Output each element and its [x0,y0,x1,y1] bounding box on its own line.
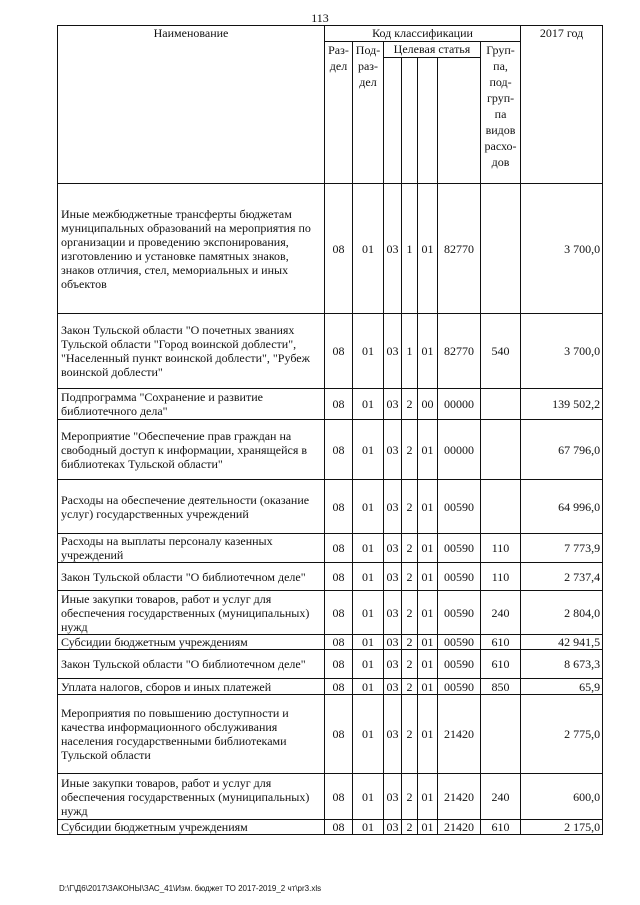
table-row [58,480,603,534]
row-expense-group [481,480,521,534]
row-target-activity: 01 [418,480,438,534]
row-target-program: 03 [384,389,402,420]
row-razdel: 08 [325,420,353,480]
row-target-direction: 21420 [438,774,481,820]
row-target-subprogram: 2 [402,389,418,420]
row-expense-group: 240 [481,774,521,820]
row-podrazdel: 01 [353,314,384,389]
row-target-subprogram: 2 [402,480,418,534]
table-row [58,534,603,563]
table-row [58,563,603,591]
row-amount: 2 775,0 [521,695,603,774]
row-target-activity: 01 [418,314,438,389]
row-target-subprogram: 2 [402,591,418,635]
page-number: 113 [311,11,329,25]
row-target-program: 03 [384,695,402,774]
row-podrazdel: 01 [353,820,384,835]
row-target-program: 03 [384,635,402,650]
row-razdel: 08 [325,184,353,314]
row-razdel: 08 [325,480,353,534]
table-row [58,695,603,774]
row-target-program: 03 [384,534,402,563]
row-target-direction: 00590 [438,591,481,635]
row-amount: 2 737,4 [521,563,603,591]
budget-table [57,25,603,835]
row-target-program: 03 [384,184,402,314]
row-expense-group: 110 [481,534,521,563]
row-expense-group [481,389,521,420]
table-row [58,635,603,650]
header-code-group: Код классификации [325,26,521,42]
row-name: Иные закупки товаров, работ и услуг для обеспечения государственных (муниципальных) нужд [58,591,325,635]
header-group: Груп-па, под-груп-па видов расхо-дов [481,42,521,184]
row-razdel: 08 [325,563,353,591]
row-target-subprogram: 2 [402,774,418,820]
row-target-activity: 01 [418,774,438,820]
row-amount: 3 700,0 [521,314,603,389]
row-name: Расходы на обеспечение деятельности (оказание услуг) государственных учреждений [58,480,325,534]
row-target-direction: 00590 [438,480,481,534]
row-razdel: 08 [325,650,353,679]
row-target-direction: 00590 [438,679,481,695]
header-target-sub1 [384,58,402,184]
table-row [58,420,603,480]
row-razdel: 08 [325,591,353,635]
row-target-activity: 01 [418,591,438,635]
row-expense-group [481,184,521,314]
row-target-program: 03 [384,420,402,480]
row-target-direction: 00590 [438,563,481,591]
header-target-sub2 [402,58,418,184]
row-target-subprogram: 2 [402,420,418,480]
row-razdel: 08 [325,314,353,389]
row-target-subprogram: 1 [402,314,418,389]
row-podrazdel: 01 [353,184,384,314]
row-podrazdel: 01 [353,650,384,679]
header-target-sub4 [438,58,481,184]
row-razdel: 08 [325,695,353,774]
header-year: 2017 год [521,26,603,184]
row-amount: 65,9 [521,679,603,695]
row-name: Субсидии бюджетным учреждениям [58,635,325,650]
header-section: Раз-дел [325,42,353,184]
row-target-direction: 21420 [438,820,481,835]
row-expense-group: 850 [481,679,521,695]
row-target-direction: 00590 [438,650,481,679]
row-name: Субсидии бюджетным учреждениям [58,820,325,835]
row-target-subprogram: 2 [402,635,418,650]
row-target-direction: 82770 [438,314,481,389]
row-expense-group [481,420,521,480]
table-row [58,820,603,835]
table-row [58,184,603,314]
row-expense-group: 610 [481,820,521,835]
row-target-subprogram: 2 [402,695,418,774]
row-name: Закон Тульской области "О почетных званиях Тульской области "Город воинской доблести", "Населенный пункт воинской доблести", "Рубеж воинской доблести" [58,314,325,389]
header-target-sub3 [418,58,438,184]
file-path-footer: D:\Г\Д6\2017\ЗАКОНЫ\ЗАС_41\Изм. бюджет ТО 2017-2019_2 чт\pr3.xls [59,884,322,893]
row-razdel: 08 [325,389,353,420]
row-podrazdel: 01 [353,635,384,650]
row-target-subprogram: 2 [402,534,418,563]
table-row [58,650,603,679]
row-target-subprogram: 2 [402,650,418,679]
row-target-program: 03 [384,679,402,695]
header-subsection: Под-раз-дел [353,42,384,184]
row-podrazdel: 01 [353,389,384,420]
row-target-activity: 01 [418,420,438,480]
row-target-activity: 01 [418,563,438,591]
row-target-program: 03 [384,650,402,679]
row-target-activity: 00 [418,389,438,420]
row-target-direction: 00000 [438,420,481,480]
row-podrazdel: 01 [353,563,384,591]
row-target-program: 03 [384,774,402,820]
row-razdel: 08 [325,774,353,820]
table-row [58,591,603,635]
row-target-direction: 21420 [438,695,481,774]
row-target-subprogram: 2 [402,563,418,591]
row-expense-group: 110 [481,563,521,591]
row-expense-group: 240 [481,591,521,635]
row-podrazdel: 01 [353,695,384,774]
row-razdel: 08 [325,820,353,835]
row-amount: 8 673,3 [521,650,603,679]
row-name: Закон Тульской области "О библиотечном деле" [58,650,325,679]
header-name: Наименование [58,26,325,184]
row-amount: 67 796,0 [521,420,603,480]
row-target-activity: 01 [418,184,438,314]
row-amount: 600,0 [521,774,603,820]
table-row [58,314,603,389]
row-target-subprogram: 2 [402,820,418,835]
table-row [58,389,603,420]
row-amount: 2 804,0 [521,591,603,635]
row-expense-group: 540 [481,314,521,389]
row-expense-group: 610 [481,650,521,679]
row-target-program: 03 [384,480,402,534]
row-expense-group [481,695,521,774]
row-name: Мероприятия по повышению доступности и качества информационного обслуживания населения государственными библиотеками Тульской области [58,695,325,774]
row-target-direction: 82770 [438,184,481,314]
row-target-program: 03 [384,314,402,389]
row-target-activity: 01 [418,635,438,650]
row-amount: 64 996,0 [521,480,603,534]
row-podrazdel: 01 [353,480,384,534]
row-target-activity: 01 [418,820,438,835]
row-target-activity: 01 [418,534,438,563]
header-target: Целевая статья [384,42,481,58]
row-amount: 7 773,9 [521,534,603,563]
row-razdel: 08 [325,534,353,563]
row-podrazdel: 01 [353,679,384,695]
row-name: Иные закупки товаров, работ и услуг для обеспечения государственных (муниципальных) нужд [58,774,325,820]
row-name: Подпрограмма "Сохранение и развитие библиотечного дела" [58,389,325,420]
row-expense-group: 610 [481,635,521,650]
row-podrazdel: 01 [353,591,384,635]
row-amount: 139 502,2 [521,389,603,420]
row-target-program: 03 [384,563,402,591]
row-amount: 42 941,5 [521,635,603,650]
row-name: Расходы на выплаты персоналу казенных учреждений [58,534,325,563]
table-row [58,774,603,820]
row-podrazdel: 01 [353,420,384,480]
row-target-activity: 01 [418,695,438,774]
row-amount: 2 175,0 [521,820,603,835]
row-target-program: 03 [384,820,402,835]
row-target-activity: 01 [418,679,438,695]
row-name: Мероприятие "Обеспечение прав граждан на свободный доступ к информации, хранящейся в библиотеках Тульской области" [58,420,325,480]
row-amount: 3 700,0 [521,184,603,314]
row-name: Иные межбюджетные трансферты бюджетам муниципальных образований на мероприятия по организации и проведению экспонирования, изготовлению и установке памятных знаков, знаков отличия, стел, мемориальных и иных объектов [58,184,325,314]
row-target-subprogram: 1 [402,184,418,314]
row-target-direction: 00590 [438,635,481,650]
row-podrazdel: 01 [353,774,384,820]
row-target-activity: 01 [418,650,438,679]
row-name: Закон Тульской области "О библиотечном деле" [58,563,325,591]
table-row [58,679,603,695]
row-target-direction: 00590 [438,534,481,563]
row-target-subprogram: 2 [402,679,418,695]
row-name: Уплата налогов, сборов и иных платежей [58,679,325,695]
row-podrazdel: 01 [353,534,384,563]
row-razdel: 08 [325,635,353,650]
row-target-program: 03 [384,591,402,635]
row-razdel: 08 [325,679,353,695]
row-target-direction: 00000 [438,389,481,420]
